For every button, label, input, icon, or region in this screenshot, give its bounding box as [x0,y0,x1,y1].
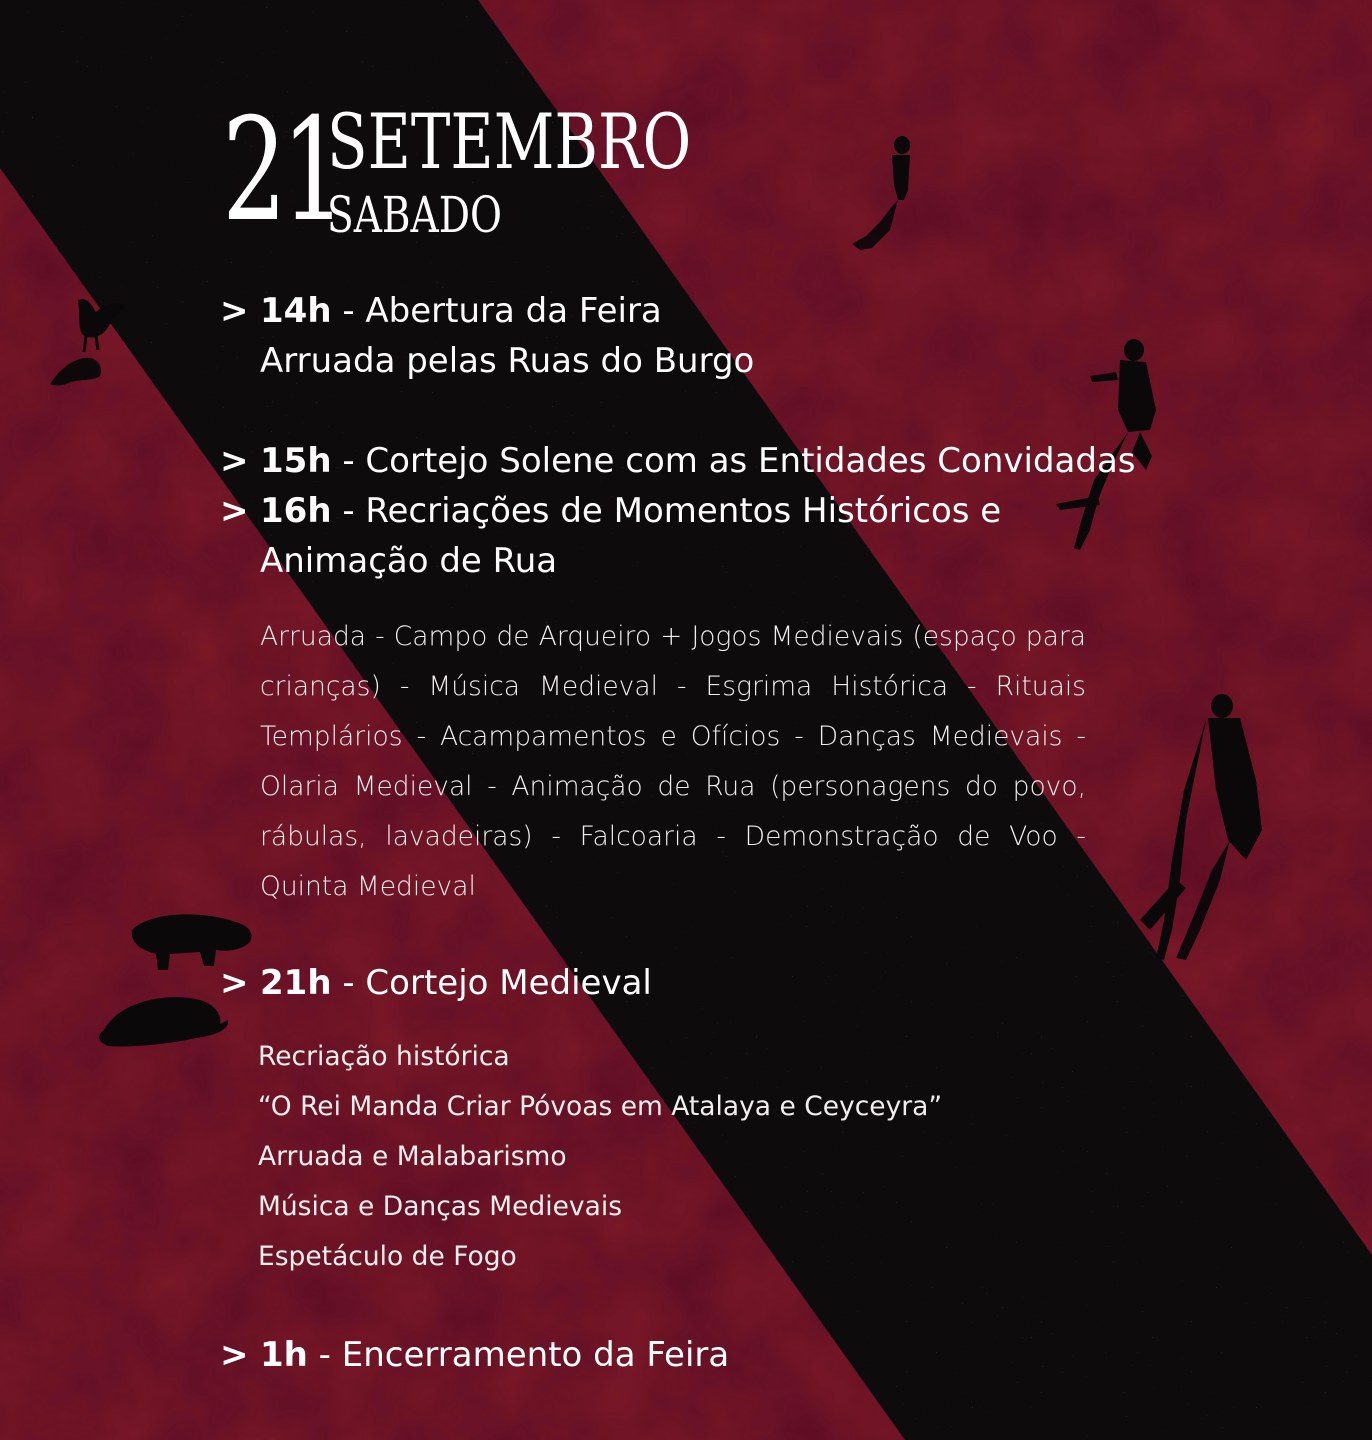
details-21h-list [258,1032,942,1282]
detail-line: Arruada e Malabarismo [258,1141,567,1172]
day-number: 21 [222,88,341,253]
schedule-title: Abertura da Feira [365,291,662,331]
schedule-title: Cortejo Medieval [365,963,652,1003]
schedule-line [260,436,1136,486]
detail-line: Espetáculo de Fogo [258,1241,517,1272]
arrow-icon: > [220,491,249,531]
schedule-separator: - [331,291,366,331]
arrow-icon: > [220,441,249,481]
schedule-separator: - [331,491,366,531]
schedule-line [260,486,1001,536]
schedule-time: 21h [260,963,332,1003]
schedule-line [260,1330,729,1380]
schedule-time: 16h [260,491,332,531]
schedule-separator: - [331,963,366,1003]
activities-16h-description: Arruada - Campo de Arqueiro + Jogos Medievais (espaço para crianças) - Música Medieval - Esgrima Histórica - Rituais Templários - Acampamentos e Ofícios - Danças Medievais - Olaria Medieval - Animação de Rua (personagens do povo, rábulas, lavadeiras) - Falcoaria - Demonstração de Voo - Quinta Medieval [260,621,1086,902]
weekday-name: SABADO [327,186,502,244]
month-name: SETEMBRO [327,97,692,186]
schedule-time: 14h [260,291,332,331]
schedule-separator: - [331,441,366,481]
detail-line: “O Rei Manda Criar Póvoas em Atalaya e Ceyceyra” [258,1091,943,1122]
schedule-subtitle: Animação de Rua [260,541,558,581]
schedule-title: Encerramento da Feira [341,1335,730,1375]
schedule-line [260,958,652,1008]
schedule-title: Recriações de Momentos Históricos e [365,491,1002,531]
schedule-subtitle: Arruada pelas Ruas do Burgo [260,341,755,381]
schedule-line [260,286,662,336]
schedule-title: Cortejo Solene com as Entidades Convidadas [365,441,1136,481]
schedule-time: 1h [260,1335,308,1375]
detail-line: Recriação histórica [258,1041,510,1072]
schedule-time: 15h [260,441,332,481]
arrow-icon: > [220,1335,249,1375]
arrow-icon: > [220,963,249,1003]
arrow-icon: > [220,291,249,331]
detail-line: Música e Danças Medievais [258,1191,623,1222]
schedule-separator: - [307,1335,342,1375]
